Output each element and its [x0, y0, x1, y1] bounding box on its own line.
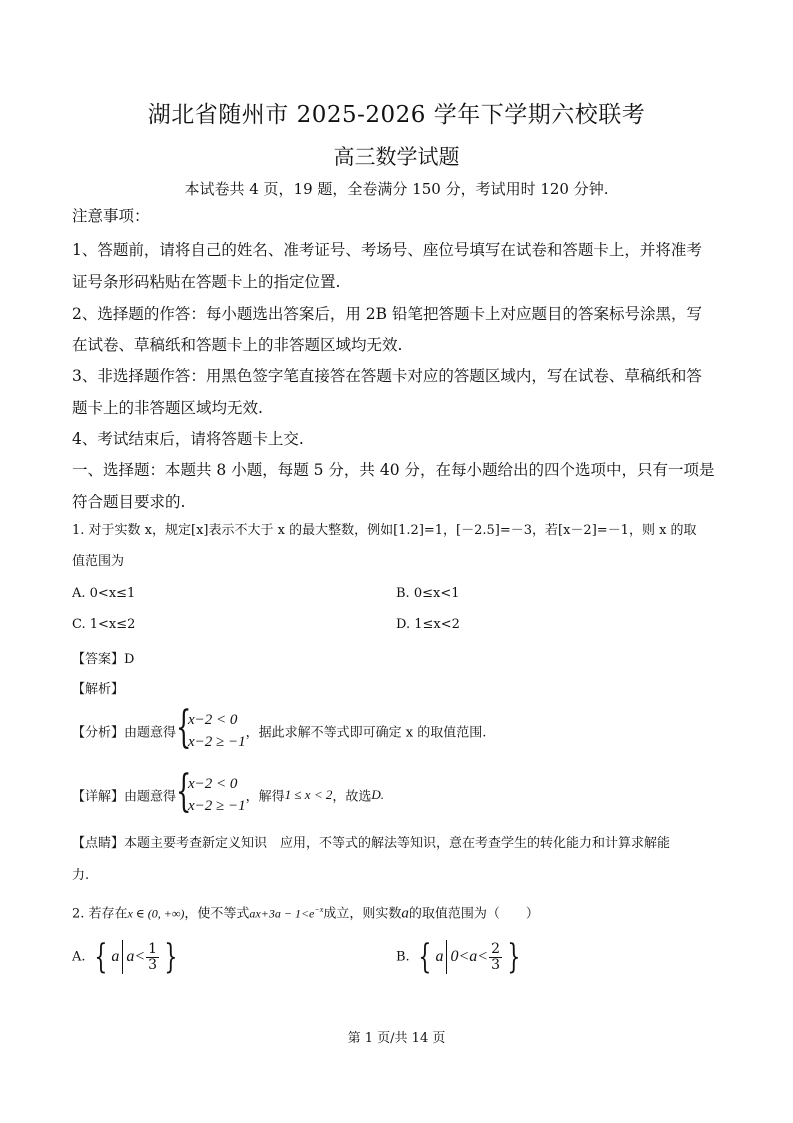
fraction [146, 942, 159, 973]
q2-stem-x: x ∈ (0, +∞) [127, 906, 185, 921]
q2-option-a [72, 937, 182, 977]
q2-stem-exponent: −x [314, 905, 324, 914]
system-line-1: x−2 < 0 [188, 712, 238, 728]
fenxi-prefix: 【分析】由题意得 [72, 725, 177, 741]
set-separator [446, 940, 447, 974]
q1-option-b: B. 0≤x<1 [396, 586, 460, 601]
fraction-numerator: 1 [148, 940, 158, 957]
system-line-1: x−2 < 0 [188, 776, 238, 792]
section-1-heading-line-1: 一、选择题：本题共 8 小题，每题 5 分，共 40 分，在每小题给出的四个选项中，只有一项是 [72, 461, 715, 479]
q2-stem-end: 的取值范围为（ ） [408, 906, 539, 922]
q2-stem-a: a [401, 905, 409, 922]
q1-option-c: C. 1<x≤2 [72, 617, 136, 632]
left-brace: { [176, 702, 192, 753]
notice-item-3-line-1: 3、非选择题作答：用黑色签字笔直接答在答题卡对应的答题区域内，写在试卷、草稿纸和答 [72, 367, 702, 385]
xiangjie-suffix: ，故选 [332, 789, 372, 805]
inequality-system [176, 702, 246, 753]
q2-stem [72, 901, 539, 923]
xiangjie-range: 1 ≤ x < 2 [284, 787, 333, 802]
q2-stem-inequality: ax+3a − 1<e [249, 906, 315, 921]
set-condition: a< [126, 948, 146, 965]
set-variable: a [111, 948, 120, 965]
fraction-numerator: 2 [491, 940, 500, 957]
xiangjie-mid: ，解得 [245, 789, 285, 805]
q1-stem-line-2: 值范围为 [72, 554, 125, 569]
notice-item-2-line-1: 2、选择题的作答：每小题选出答案后，用 2B 铅笔把答题卡上对应题目的答案标号涂黑，写 [72, 305, 702, 323]
q1-option-d: D. 1≤x<2 [396, 617, 460, 632]
set-right-brace: } [507, 937, 521, 977]
q1-fenxi [72, 702, 487, 753]
q1-answer: 【答案】D [72, 652, 135, 667]
system-line-2: x−2 ≥ −1 [188, 734, 246, 750]
notice-item-1-line-2: 证号条形码粘贴在答题卡上的指定位置. [72, 273, 341, 291]
q1-dianjing-line-1: 【点睛】本题主要考查新定义知识 应用，不等式的解法等知识，意在考查学生的转化能力和计算求解能 [72, 836, 671, 851]
system-line-2: x−2 ≥ −1 [188, 798, 246, 814]
page-footer: 第 1 页/共 14 页 [347, 1031, 446, 1046]
set-left-brace: { [418, 937, 432, 977]
q1-option-a: A. 0<x≤1 [72, 586, 136, 601]
q2-option-a-label: A. [72, 949, 86, 965]
exam-info: 本试卷共 4 页，19 题，全卷满分 150 分，考试用时 120 分钟. [184, 180, 609, 198]
fraction-denominator: 3 [148, 956, 158, 973]
fraction [489, 942, 502, 973]
set-right-brace: } [164, 937, 178, 977]
q2-option-b-label: B. [396, 949, 410, 965]
set-condition: 0<a< [450, 948, 489, 965]
q2-stem-prefix: 2. 若存在 [72, 906, 128, 922]
q2-stem-suffix: 成立，则实数 [323, 906, 402, 922]
q1-xiangjie [72, 766, 385, 817]
inequality-system [176, 766, 246, 817]
notice-item-1-line-1: 1、答题前，请将自己的姓名、准考证号、考场号、座位号填写在试卷和答题卡上，并将准考 [72, 241, 702, 259]
q1-dianjing-line-2: 力. [72, 868, 90, 883]
left-brace: { [176, 766, 192, 817]
page-title: 湖北省随州市 2025-2026 学年下学期六校联考 [147, 102, 646, 128]
xiangjie-prefix: 【详解】由题意得 [72, 789, 177, 805]
notice-item-4: 4、考试结束后，请将答题卡上交. [72, 430, 304, 448]
q2-option-b [396, 937, 525, 977]
notice-heading: 注意事项： [72, 207, 150, 225]
notice-item-2-line-2: 在试卷、草稿纸和答题卡上的非答题区域均无效. [72, 336, 403, 354]
set-separator [122, 940, 123, 974]
fraction-denominator: 3 [491, 956, 500, 973]
q1-analysis-label: 【解析】 [72, 682, 125, 697]
set-left-brace: { [94, 937, 107, 977]
q1-stem-line-1: 1. 对于实数 x，规定[x]表示不大于 x 的最大整数，例如[1.2]=1，[－2.5]=－3，若[x－2]=－1，则 x 的取 [72, 523, 697, 538]
notice-item-3-line-2: 题卡上的非答题区域均无效. [72, 399, 263, 417]
q2-stem-mid: ，使不等式 [184, 906, 250, 922]
set-variable: a [435, 948, 444, 965]
section-1-heading-line-2: 符合题目要求的. [72, 493, 186, 511]
fenxi-suffix: ，据此求解不等式即可确定 x 的取值范围. [245, 725, 487, 741]
xiangjie-choice: D. [371, 787, 385, 802]
page-subtitle: 高三数学试题 [333, 145, 460, 169]
